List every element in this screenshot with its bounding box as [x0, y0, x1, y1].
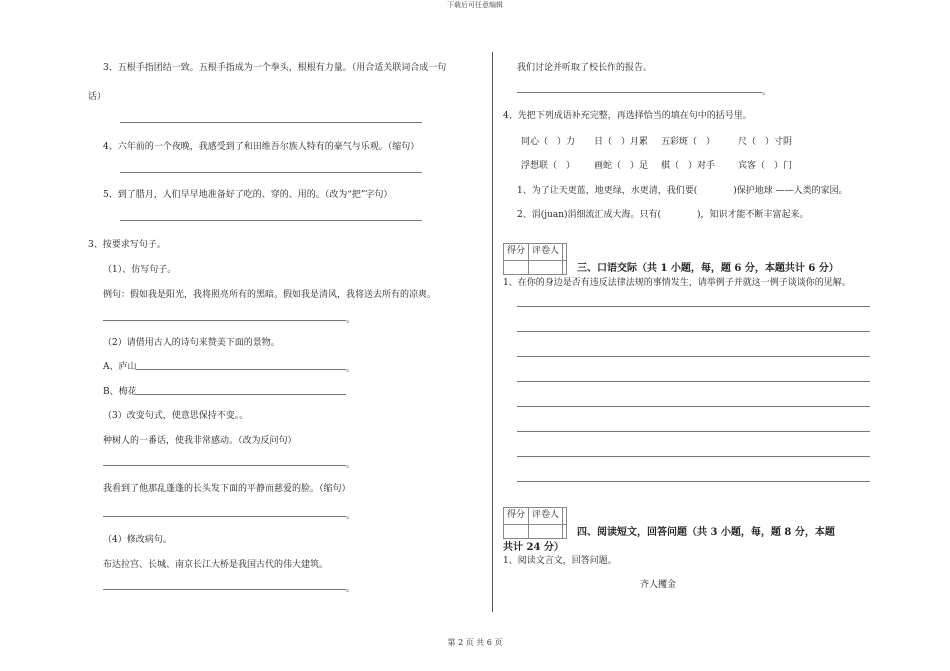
- reviewer-label: 评卷人: [529, 244, 563, 274]
- question-3-text-cont: 话）: [88, 92, 107, 102]
- section-3-question: 1、在你的身边是否有违反法律法规的事情发生，请举例子并就这一例子谈谈你的见解。: [503, 278, 851, 288]
- idiom-item: 五彩斑（ ）: [661, 137, 716, 147]
- period-mark: 。: [346, 511, 356, 521]
- column-divider: [492, 52, 493, 612]
- idiom-item: 棋（ ）对手: [661, 161, 716, 171]
- idiom-item: 尺（ ）寸阴: [738, 137, 793, 147]
- sub-2-a-label: A、庐山: [103, 362, 137, 372]
- idiom-item: 同心（ ）力: [521, 137, 576, 147]
- answer-line-s2b[interactable]: [136, 394, 346, 395]
- period-mark: 。: [762, 87, 772, 97]
- question-4-text: 4、六年前的一个夜晚，我感受到了和田维吾尔族人特有的豪气与乐观。（缩句）: [103, 142, 420, 152]
- fill-sentence-2: 2、涓(juan)涓细流汇成大海。只有( )，知识才能不断丰富起来。: [517, 210, 809, 220]
- writing-line[interactable]: [517, 406, 870, 407]
- sub-1-title: （1）、仿写句子。: [103, 265, 177, 275]
- answer-line-prev[interactable]: [517, 92, 762, 93]
- sub-4-question: 布达拉宫、长城、南京长江大桥是我国古代的伟大建筑。: [103, 560, 329, 570]
- sub-3-question-2: 我看到了他那乱蓬蓬的长头发下面的平静而慈爱的脸。（缩句）: [103, 484, 351, 494]
- idiom-item: 画蛇（ ）足: [594, 161, 649, 171]
- page-footer: 第 2 页 共 6 页: [447, 638, 503, 647]
- writing-line[interactable]: [517, 481, 870, 482]
- idiom-item: 浮想联（ ）: [521, 161, 576, 171]
- score-entry[interactable]: [504, 260, 566, 275]
- score-label: 得分: [504, 244, 529, 274]
- writing-line[interactable]: [517, 431, 870, 432]
- sub-3-question-1: 种树人的一番话，使我非常感动。（改为反问句）: [103, 436, 297, 446]
- question-5-text: 5、到了腊月，人们早早地准备好了吃的、穿的、用的。（改为“把”字句）: [103, 190, 393, 200]
- question-3-text: 3、五根手指团结一致。五根手指成为一个拳头，根根有力量。（用合适关联词合成一句: [103, 63, 447, 73]
- section-3-heading: 三、口语交际（共 1 小题，每，题 6 分，本题共计 6 分）: [577, 263, 839, 274]
- prev-question-cont: 我们讨论并听取了校长作的报告。: [517, 63, 653, 73]
- answer-line-s1[interactable]: [103, 320, 346, 321]
- answer-line-s2a[interactable]: [136, 369, 346, 370]
- score-entry[interactable]: [504, 524, 566, 539]
- writing-line[interactable]: [517, 306, 870, 307]
- section-4-heading: 四、阅读短文，回答问题（共 3 小题，每，题 8 分，本题: [577, 527, 835, 538]
- idiom-item: 宾客（ ）门: [738, 161, 793, 171]
- answer-line-q5[interactable]: [120, 220, 422, 221]
- sub-4-title: （4）修改病句。: [103, 535, 172, 545]
- fill-sentence-1: 1、为了让天更蓝，地更绿，水更清，我们要( )保护地球 ——人类的家园。: [517, 186, 848, 196]
- page-header: 下载后可任意编辑: [447, 1, 503, 9]
- answer-line-q3[interactable]: [120, 122, 422, 123]
- passage-title: 齐人攫金: [640, 580, 677, 590]
- period-mark: 。: [346, 364, 356, 374]
- reviewer-label: 评卷人: [529, 508, 563, 538]
- writing-line[interactable]: [517, 356, 870, 357]
- writing-line[interactable]: [517, 331, 870, 332]
- writing-line[interactable]: [517, 381, 870, 382]
- section-4-heading-cont: 共计 24 分）: [503, 542, 564, 553]
- period-mark: 。: [346, 315, 356, 325]
- answer-line-s4[interactable]: [103, 589, 346, 590]
- score-label: 得分: [504, 508, 529, 538]
- period-mark: 。: [346, 460, 356, 470]
- sub-2-title: （2）请借用古人的诗句来赞美下面的景物。: [103, 338, 280, 348]
- period-mark: 。: [346, 584, 356, 594]
- idiom-question-title: 4、先把下列成语补充完整，再选择恰当的填在句中的括号里。: [503, 111, 752, 121]
- answer-line-s3q1[interactable]: [103, 465, 346, 466]
- idiom-item: 日（ ）月累: [594, 137, 649, 147]
- sub-1-example: 例句：假如我是阳光，我将照亮所有的黑暗。假如我是清风，我将送去所有的凉爽。: [103, 290, 437, 300]
- answer-line-s3q2[interactable]: [103, 516, 346, 517]
- writing-line[interactable]: [517, 456, 870, 457]
- section-4-question: 1、阅读文言文，回答问题。: [503, 556, 617, 566]
- score-box: [503, 243, 567, 275]
- sub-3-title: （3）改变句式，使意思保持不变。。: [103, 411, 249, 421]
- score-box: [503, 507, 567, 539]
- answer-line-q4[interactable]: [120, 172, 422, 173]
- section-3-title: 3、按要求写句子。: [88, 240, 166, 250]
- sub-2-b-label: B、梅花: [103, 387, 137, 397]
